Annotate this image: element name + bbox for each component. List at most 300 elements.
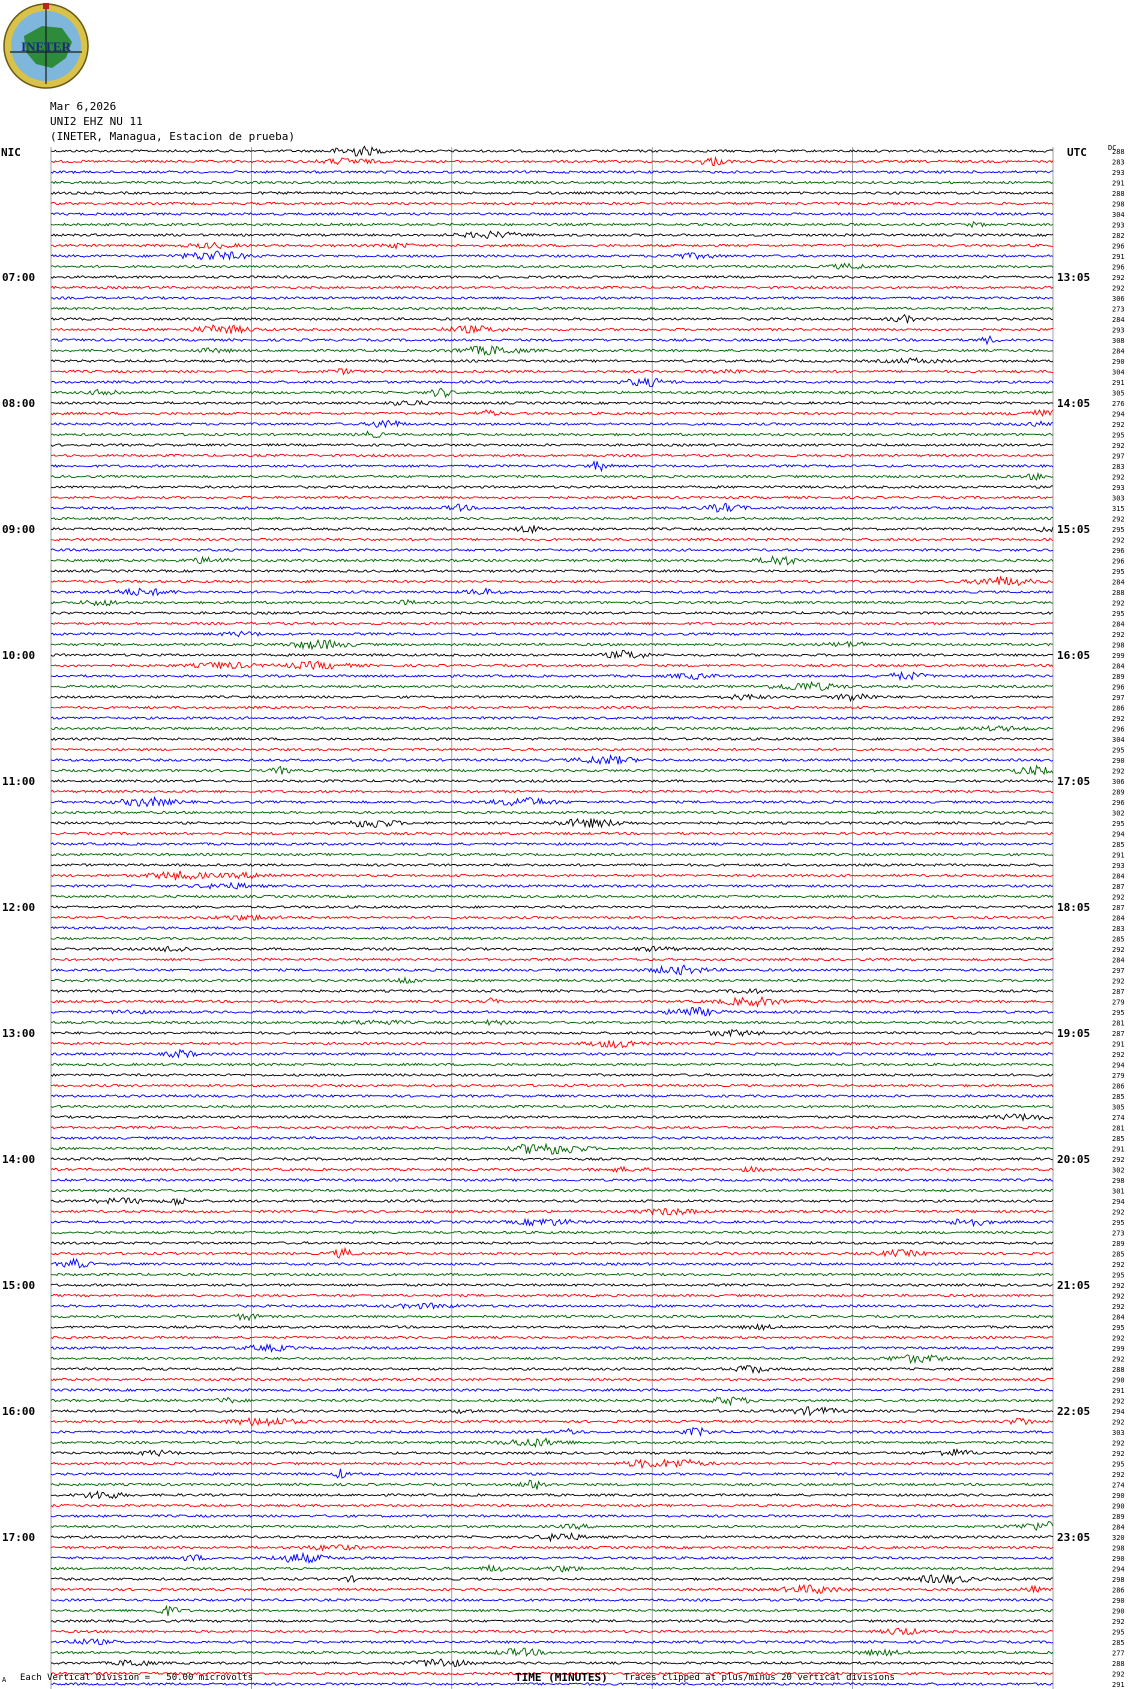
trace-line <box>51 1545 1053 1551</box>
trace-value: 292 <box>1112 715 1125 723</box>
trace-value: 296 <box>1112 725 1125 734</box>
trace-line <box>51 1179 1053 1181</box>
trace-line <box>51 915 1053 920</box>
trace-value: 290 <box>1112 1502 1125 1511</box>
trace-value: 281 <box>1112 1019 1125 1028</box>
trace-value: 295 <box>1112 1628 1125 1637</box>
trace-line <box>51 1565 1053 1572</box>
trace-line <box>51 577 1053 585</box>
trace-line <box>51 672 1053 679</box>
trace-value: 286 <box>1112 704 1125 713</box>
trace-value: 292 <box>1112 1282 1125 1290</box>
trace-value: 292 <box>1112 1292 1125 1301</box>
trace-line <box>51 871 1053 880</box>
left-hour-label: 07:00 <box>2 271 36 284</box>
trace-value: 287 <box>1112 904 1125 912</box>
trace-value: 297 <box>1112 967 1125 975</box>
trace-value: 296 <box>1112 683 1125 692</box>
trace-line <box>51 1167 1053 1172</box>
trace-value: 283 <box>1112 925 1125 933</box>
trace-line <box>51 1020 1053 1025</box>
trace-line <box>51 474 1053 480</box>
trace-line <box>51 1137 1053 1139</box>
trace-value: 291 <box>1112 1040 1125 1049</box>
trace-line <box>51 965 1053 975</box>
trace-value: 292 <box>1112 1439 1125 1448</box>
trace-line <box>51 622 1053 624</box>
trace-line <box>51 650 1053 658</box>
trace-line <box>51 1469 1053 1478</box>
trace-value: 292 <box>1112 1208 1125 1217</box>
trace-value: 291 <box>1112 1387 1125 1395</box>
trace-line <box>51 570 1053 572</box>
trace-value: 294 <box>1112 1408 1125 1416</box>
trace-value: 292 <box>1112 1397 1125 1406</box>
trace-line <box>51 811 1053 813</box>
trace-line <box>51 738 1053 740</box>
trace-line <box>51 1030 1053 1036</box>
trace-value: 292 <box>1112 1334 1125 1343</box>
trace-value: 294 <box>1112 410 1125 419</box>
left-hour-label: 10:00 <box>2 649 36 662</box>
trace-line <box>51 297 1053 299</box>
right-hour-label: 16:05 <box>1057 649 1091 662</box>
trace-line <box>51 410 1053 416</box>
trace-line <box>51 790 1053 792</box>
trace-value: 296 <box>1112 557 1125 566</box>
trace-value: 295 <box>1112 1009 1125 1017</box>
trace-value: 292 <box>1112 421 1125 429</box>
trace-value: 292 <box>1112 1670 1125 1679</box>
right-hour-label: 15:05 <box>1057 523 1091 536</box>
trace-line <box>51 1126 1053 1128</box>
trace-value: 290 <box>1112 1492 1125 1500</box>
trace-line <box>51 1105 1053 1107</box>
left-hour-label: 11:00 <box>2 775 36 788</box>
trace-line <box>51 1492 1053 1499</box>
trace-line <box>51 1428 1053 1436</box>
trace-value: 294 <box>1112 1565 1125 1574</box>
trace-value: 295 <box>1112 1271 1125 1280</box>
trace-value: 283 <box>1112 463 1125 471</box>
logo-text: INETER <box>21 39 71 54</box>
trace-value: 289 <box>1112 1513 1125 1521</box>
trace-value: 291 <box>1112 179 1125 188</box>
trace-line <box>51 832 1053 834</box>
trace-line <box>51 1355 1053 1363</box>
trace-line <box>51 682 1053 690</box>
trace-value: 298 <box>1112 641 1125 650</box>
trace-line <box>51 1606 1053 1616</box>
trace-line <box>51 525 1053 532</box>
trace-line <box>51 717 1053 719</box>
trace-line <box>51 431 1053 437</box>
trace-line <box>51 369 1053 375</box>
trace-line <box>51 231 1053 238</box>
trace-value: 297 <box>1112 694 1125 702</box>
trace-value: 298 <box>1112 1544 1125 1553</box>
trace-line <box>51 1336 1053 1338</box>
trace-value: 306 <box>1112 778 1125 786</box>
left-hour-labels <box>2 271 35 1544</box>
trace-line <box>51 263 1053 269</box>
trace-value: 290 <box>1112 1607 1125 1616</box>
right-hour-label: 20:05 <box>1057 1153 1091 1166</box>
trace-line <box>51 1314 1053 1320</box>
trace-value: 320 <box>1112 1534 1125 1542</box>
trace-line <box>51 222 1053 227</box>
trace-value: 283 <box>1112 158 1125 167</box>
trace-value: 299 <box>1112 652 1125 660</box>
trace-line <box>51 243 1053 249</box>
corner-code: DC <box>1108 144 1117 152</box>
trace-line <box>51 1480 1053 1489</box>
trace-value: 291 <box>1112 253 1125 261</box>
trace-line <box>51 748 1053 750</box>
ineter-logo <box>2 2 90 90</box>
trace-line <box>51 503 1053 512</box>
trace-value: 292 <box>1112 274 1125 282</box>
trace-line <box>51 1007 1053 1016</box>
trace-value: 295 <box>1112 568 1125 576</box>
trace-value: 284 <box>1112 956 1125 965</box>
trace-line <box>51 1389 1053 1391</box>
trace-value: 284 <box>1112 1313 1125 1322</box>
trace-line <box>51 864 1053 866</box>
trace-value: 292 <box>1112 536 1125 545</box>
trace-value: 293 <box>1112 221 1125 230</box>
trace-value: 290 <box>1112 1555 1125 1563</box>
trace-value: 290 <box>1112 757 1125 765</box>
clip-note: Traces clipped at plus/minus 20 vertical divisions <box>624 1673 895 1683</box>
trace-line <box>51 706 1053 708</box>
trace-value: 290 <box>1112 358 1125 366</box>
trace-value: 315 <box>1112 505 1125 513</box>
trace-value: 305 <box>1112 389 1125 398</box>
trace-value: 304 <box>1112 368 1125 377</box>
trace-line <box>51 1303 1053 1309</box>
trace-line <box>51 937 1053 939</box>
corner-mark: A <box>2 1676 7 1684</box>
trace-value: 288 <box>1112 148 1125 156</box>
trace-line <box>51 1659 1053 1667</box>
trace-line <box>51 1397 1053 1405</box>
trace-value: 306 <box>1112 295 1125 303</box>
trace-line <box>51 171 1053 173</box>
trace-value: 284 <box>1112 662 1125 671</box>
trace-line <box>51 461 1053 471</box>
trace-line <box>51 819 1053 828</box>
trace-line <box>51 1273 1053 1275</box>
trace-line <box>51 853 1053 855</box>
trace-value: 288 <box>1112 589 1125 597</box>
trace-line <box>51 895 1053 897</box>
trace-line <box>51 1294 1053 1296</box>
trace-line <box>51 454 1053 456</box>
trace-value: 284 <box>1112 914 1125 923</box>
trace-line <box>51 251 1053 260</box>
trace-value: 293 <box>1112 484 1125 492</box>
trace-value: 292 <box>1112 1303 1125 1311</box>
trace-line <box>51 549 1053 551</box>
trace-line <box>51 517 1053 519</box>
trace-line <box>51 797 1053 806</box>
trace-line <box>51 766 1053 775</box>
trace-value: 274 <box>1112 1481 1125 1490</box>
trace-line <box>51 756 1053 765</box>
trace-value: 284 <box>1112 620 1125 629</box>
trace-line <box>51 307 1053 309</box>
trace-value: 284 <box>1112 872 1125 881</box>
trace-value: 304 <box>1112 211 1125 219</box>
left-hour-label: 14:00 <box>2 1153 36 1166</box>
trace-line <box>51 1418 1053 1426</box>
trace-value: 292 <box>1112 599 1125 608</box>
trace-line <box>51 1231 1053 1233</box>
trace-line <box>51 631 1053 636</box>
trace-value: 292 <box>1112 1618 1125 1626</box>
trace-line <box>51 989 1053 994</box>
trace-value: 293 <box>1112 326 1125 335</box>
trace-line <box>51 978 1053 983</box>
trace-line <box>51 346 1053 355</box>
trace-line <box>51 1084 1053 1086</box>
trace-line <box>51 315 1053 324</box>
trace-line <box>51 694 1053 701</box>
trace-value: 285 <box>1112 935 1125 944</box>
trace-value: 277 <box>1112 1649 1125 1658</box>
trace-value: 287 <box>1112 883 1125 891</box>
trace-value: 290 <box>1112 1597 1125 1605</box>
left-hour-label: 16:00 <box>2 1405 36 1418</box>
trace-line <box>51 444 1053 446</box>
trace-value: 296 <box>1112 799 1125 807</box>
trace-line <box>51 1040 1053 1048</box>
trace-value: 296 <box>1112 263 1125 272</box>
trace-value: 295 <box>1112 746 1125 755</box>
trace-value: 297 <box>1112 452 1125 461</box>
trace-line <box>51 1522 1053 1531</box>
trace-line <box>51 1158 1053 1160</box>
trace-line <box>51 181 1053 183</box>
trace-value: 304 <box>1112 736 1125 744</box>
trace-line <box>51 1460 1053 1468</box>
seismic-traces <box>51 146 1053 1689</box>
right-hour-label: 22:05 <box>1057 1405 1091 1418</box>
trace-value: 291 <box>1112 1145 1125 1154</box>
trace-value: 292 <box>1112 442 1125 450</box>
trace-line <box>51 1515 1053 1517</box>
trace-value: 291 <box>1112 1681 1125 1689</box>
trace-value: 293 <box>1112 169 1125 177</box>
trace-value: 303 <box>1112 494 1125 503</box>
header-station: UNI2 EHZ NU 11 <box>50 115 143 128</box>
trace-value: 288 <box>1112 1366 1125 1374</box>
scale-note: Each Vertical Division = 50.00 microvolts <box>20 1673 253 1683</box>
trace-value: 288 <box>1112 1660 1125 1668</box>
left-hour-label: 15:00 <box>2 1279 36 1292</box>
trace-value: 292 <box>1112 473 1125 482</box>
right-hour-label: 13:05 <box>1057 271 1091 284</box>
trace-value: 296 <box>1112 242 1125 251</box>
trace-value: 301 <box>1112 1187 1125 1196</box>
trace-line <box>51 1189 1053 1191</box>
trace-value: 292 <box>1112 1156 1125 1164</box>
right-trace-values <box>1112 148 1125 1689</box>
trace-value: 289 <box>1112 788 1125 797</box>
trace-value: 285 <box>1112 1093 1125 1101</box>
trace-line <box>51 1219 1053 1226</box>
trace-value: 291 <box>1112 379 1125 387</box>
trace-line <box>51 780 1053 782</box>
trace-value: 289 <box>1112 1240 1125 1248</box>
trace-line <box>51 1242 1053 1244</box>
trace-value: 295 <box>1112 1460 1125 1469</box>
trace-line <box>51 927 1053 929</box>
trace-line <box>51 958 1053 960</box>
trace-line <box>51 325 1053 334</box>
trace-value: 282 <box>1112 232 1125 240</box>
trace-line <box>51 661 1053 669</box>
trace-line <box>51 421 1053 428</box>
trace-line <box>51 1620 1053 1622</box>
trace-line <box>51 556 1053 564</box>
trace-line <box>51 336 1053 344</box>
trace-line <box>51 1366 1053 1373</box>
trace-line <box>51 213 1053 215</box>
trace-line <box>51 276 1053 278</box>
right-hour-labels <box>1057 271 1090 1544</box>
trace-value: 285 <box>1112 1250 1125 1259</box>
trace-value: 305 <box>1112 1103 1125 1112</box>
trace-line <box>51 1438 1053 1446</box>
trace-value: 292 <box>1112 1471 1125 1479</box>
trace-value: 295 <box>1112 526 1125 534</box>
trace-line <box>51 358 1053 363</box>
trace-line <box>51 379 1053 387</box>
trace-value: 279 <box>1112 1072 1125 1080</box>
trace-line <box>51 1095 1053 1097</box>
trace-line <box>51 1259 1053 1268</box>
trace-line <box>51 202 1053 204</box>
trace-value: 291 <box>1112 851 1125 860</box>
x-axis-title: TIME (MINUTES) <box>515 1671 608 1684</box>
trace-line <box>51 1114 1053 1120</box>
trace-value: 292 <box>1112 1355 1125 1364</box>
trace-line <box>51 1248 1053 1258</box>
trace-line <box>51 496 1053 498</box>
trace-line <box>51 1144 1053 1154</box>
right-timezone-label: UTC <box>1067 146 1087 159</box>
right-hour-label: 18:05 <box>1057 901 1091 914</box>
trace-value: 292 <box>1112 1261 1125 1269</box>
trace-value: 273 <box>1112 1229 1125 1238</box>
trace-line <box>51 1449 1053 1456</box>
trace-line <box>51 1345 1053 1352</box>
right-hour-label: 23:05 <box>1057 1531 1091 1544</box>
left-hour-label: 08:00 <box>2 397 36 410</box>
trace-value: 273 <box>1112 305 1125 314</box>
trace-value: 298 <box>1112 1576 1125 1584</box>
trace-line <box>51 1553 1053 1562</box>
trace-value: 287 <box>1112 988 1125 996</box>
trace-value: 293 <box>1112 862 1125 870</box>
trace-line <box>51 1599 1053 1601</box>
header-location: (INETER, Managua, Estacion de prueba) <box>50 130 296 143</box>
left-hour-label: 17:00 <box>2 1531 36 1544</box>
trace-value: 285 <box>1112 1639 1125 1647</box>
trace-value: 294 <box>1112 830 1125 839</box>
right-hour-label: 19:05 <box>1057 1027 1091 1040</box>
trace-value: 285 <box>1112 841 1125 849</box>
trace-value: 302 <box>1112 1166 1125 1175</box>
trace-line <box>51 1639 1053 1644</box>
trace-value: 303 <box>1112 1429 1125 1437</box>
trace-line <box>51 997 1053 1006</box>
trace-line <box>51 1504 1053 1506</box>
trace-line <box>51 401 1053 406</box>
trace-line <box>51 612 1053 614</box>
trace-value: 299 <box>1112 1345 1125 1353</box>
trace-value: 281 <box>1112 1124 1125 1133</box>
trace-value: 285 <box>1112 1135 1125 1143</box>
trace-value: 284 <box>1112 316 1125 324</box>
trace-value: 292 <box>1112 515 1125 524</box>
trace-value: 292 <box>1112 1450 1125 1458</box>
trace-line <box>51 1050 1053 1058</box>
trace-value: 292 <box>1112 767 1125 776</box>
trace-line <box>51 192 1053 194</box>
trace-line <box>51 158 1053 166</box>
trace-line <box>51 1074 1053 1076</box>
trace-value: 276 <box>1112 400 1125 408</box>
trace-line <box>51 1533 1053 1541</box>
trace-line <box>51 1378 1053 1380</box>
trace-line <box>51 600 1053 606</box>
trace-line <box>51 388 1053 397</box>
trace-value: 292 <box>1112 893 1125 902</box>
trace-value: 284 <box>1112 347 1125 356</box>
trace-value: 294 <box>1112 1061 1125 1070</box>
trace-line <box>51 1325 1053 1330</box>
trace-line <box>51 1628 1053 1634</box>
trace-line <box>51 1575 1053 1584</box>
trace-value: 292 <box>1112 631 1125 639</box>
trace-value: 295 <box>1112 820 1125 828</box>
trace-line <box>51 1585 1053 1593</box>
trace-value: 289 <box>1112 673 1125 681</box>
trace-line <box>51 1648 1053 1656</box>
right-hour-label: 21:05 <box>1057 1279 1091 1292</box>
trace-line <box>51 883 1053 889</box>
header-date: Mar 6,2026 <box>50 100 117 113</box>
trace-value: 288 <box>1112 190 1125 198</box>
trace-value: 302 <box>1112 809 1125 818</box>
trace-line <box>51 1209 1053 1215</box>
trace-value: 290 <box>1112 1376 1125 1385</box>
trace-line <box>51 1407 1053 1416</box>
trace-value: 295 <box>1112 1324 1125 1332</box>
trace-value: 292 <box>1112 1051 1125 1059</box>
left-hour-label: 09:00 <box>2 523 36 536</box>
trace-value: 287 <box>1112 1030 1125 1038</box>
trace-line <box>51 538 1053 540</box>
trace-value: 298 <box>1112 1177 1125 1185</box>
left-hour-label: 13:00 <box>2 1027 36 1040</box>
trace-value: 292 <box>1112 977 1125 986</box>
right-hour-label: 14:05 <box>1057 397 1091 410</box>
trace-line <box>51 946 1053 951</box>
